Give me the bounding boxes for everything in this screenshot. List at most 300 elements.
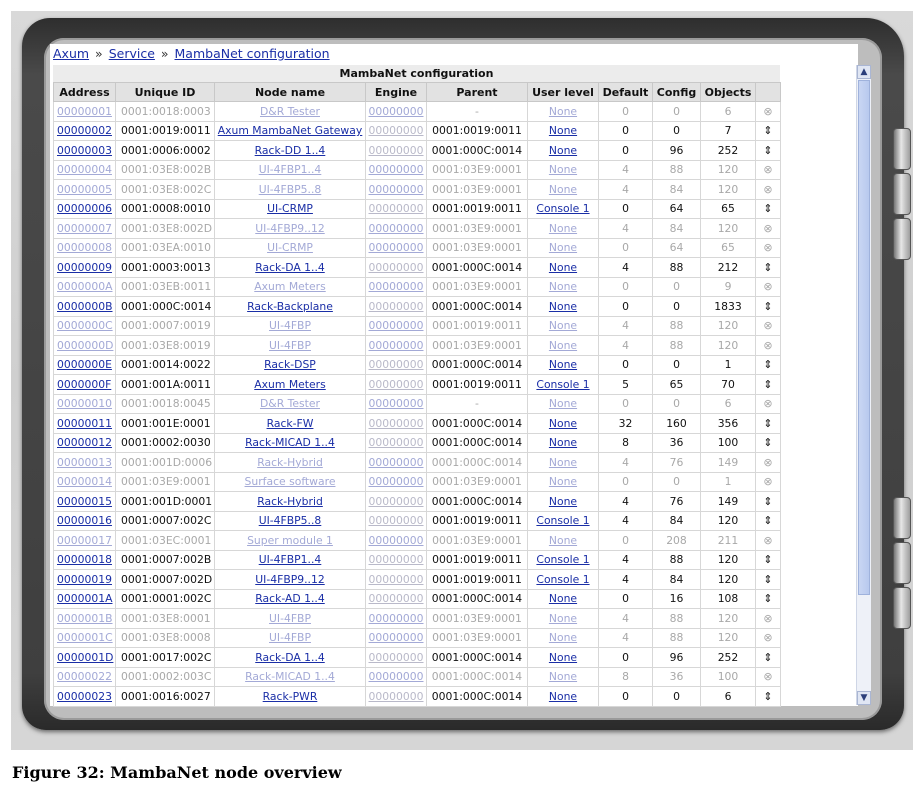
address-link[interactable]: 00000014 bbox=[57, 475, 112, 489]
parent-cell: 0001:03E9:0001 bbox=[427, 238, 528, 258]
move-node-icon[interactable]: ⇕ bbox=[756, 511, 781, 531]
address-link[interactable]: 00000008 bbox=[57, 241, 112, 255]
default-count-cell: 4 bbox=[599, 316, 653, 336]
engine-link[interactable]: 00000000 bbox=[368, 143, 424, 157]
default-count-cell: 0 bbox=[599, 141, 653, 161]
default-count-cell: 4 bbox=[599, 180, 653, 200]
user-level-link[interactable]: None bbox=[548, 124, 578, 138]
user-level-link[interactable]: None bbox=[548, 260, 578, 274]
address-cell bbox=[54, 589, 116, 609]
address-cell bbox=[54, 531, 116, 551]
default-count-cell: 0 bbox=[599, 589, 653, 609]
default-count-cell: 0 bbox=[599, 277, 653, 297]
user-level-link[interactable]: None bbox=[548, 319, 578, 333]
config-count-cell: 16 bbox=[653, 589, 701, 609]
remove-node-icon[interactable]: ⊗ bbox=[756, 316, 781, 336]
user-level-cell bbox=[528, 414, 599, 434]
unique-id-cell: 0001:0007:002C bbox=[116, 511, 215, 531]
address-link[interactable]: 00000004 bbox=[57, 163, 112, 177]
table-row bbox=[54, 102, 781, 122]
engine-cell bbox=[366, 531, 427, 551]
engine-cell bbox=[366, 511, 427, 531]
remove-node-icon[interactable]: ⊗ bbox=[756, 531, 781, 551]
table-row bbox=[54, 316, 781, 336]
address-cell bbox=[54, 336, 116, 356]
address-link[interactable]: 00000005 bbox=[57, 182, 112, 196]
address-link[interactable]: 00000003 bbox=[57, 143, 112, 157]
node-name-link[interactable]: Axum MambaNet Gateway bbox=[217, 124, 363, 138]
engine-link[interactable]: 00000000 bbox=[368, 494, 424, 508]
remove-node-icon[interactable]: ⊗ bbox=[756, 609, 781, 629]
user-level-link[interactable]: None bbox=[548, 650, 578, 664]
table-body bbox=[54, 102, 781, 707]
address-link[interactable]: 00000016 bbox=[57, 514, 112, 528]
unique-id-cell: 0001:03E9:0001 bbox=[116, 472, 215, 492]
address-link[interactable]: 00000022 bbox=[57, 670, 112, 684]
engine-link[interactable]: 00000000 bbox=[368, 631, 424, 645]
address-cell bbox=[54, 219, 116, 239]
engine-link[interactable]: 00000000 bbox=[368, 124, 424, 138]
objects-count-cell: 108 bbox=[701, 589, 756, 609]
engine-link[interactable]: 00000000 bbox=[368, 689, 424, 703]
user-level-cell bbox=[528, 550, 599, 570]
user-level-cell bbox=[528, 238, 599, 258]
remove-node-icon[interactable]: ⊗ bbox=[756, 160, 781, 180]
unique-id-cell: 0001:0018:0003 bbox=[116, 102, 215, 122]
node-name-link[interactable]: Rack-FW bbox=[266, 416, 314, 430]
address-link[interactable]: 00000015 bbox=[57, 494, 112, 508]
address-cell bbox=[54, 453, 116, 473]
engine-link[interactable]: 00000000 bbox=[368, 553, 424, 567]
default-count-cell: 0 bbox=[599, 199, 653, 219]
objects-count-cell: 1833 bbox=[701, 297, 756, 317]
unique-id-cell: 0001:0014:0022 bbox=[116, 355, 215, 375]
address-link[interactable]: 0000001D bbox=[57, 650, 114, 664]
user-level-link[interactable]: None bbox=[548, 455, 578, 469]
user-level-link[interactable]: None bbox=[548, 670, 578, 684]
objects-count-cell: 120 bbox=[701, 336, 756, 356]
parent-cell: 0001:03E9:0001 bbox=[427, 160, 528, 180]
move-node-icon[interactable]: ⇕ bbox=[756, 199, 781, 219]
address-link[interactable]: 0000001C bbox=[57, 631, 113, 645]
parent-cell: 0001:000C:0014 bbox=[427, 355, 528, 375]
node-name-link[interactable]: UI-CRMP bbox=[267, 241, 313, 255]
move-node-icon[interactable]: ⇕ bbox=[756, 414, 781, 434]
config-count-cell: 0 bbox=[653, 121, 701, 141]
unique-id-cell: 0001:0017:002C bbox=[116, 648, 215, 668]
unique-id-cell: 0001:0019:0011 bbox=[116, 121, 215, 141]
user-level-link[interactable]: Console 1 bbox=[536, 572, 590, 586]
parent-cell: 0001:0019:0011 bbox=[427, 199, 528, 219]
objects-count-cell: 252 bbox=[701, 648, 756, 668]
breadcrumb-service[interactable]: Service bbox=[108, 46, 155, 61]
objects-count-cell: 120 bbox=[701, 570, 756, 590]
remove-node-icon[interactable]: ⊗ bbox=[756, 667, 781, 687]
user-level-link[interactable]: None bbox=[548, 358, 578, 372]
address-link[interactable]: 0000000F bbox=[57, 377, 112, 391]
default-count-cell: 0 bbox=[599, 102, 653, 122]
address-link[interactable]: 00000006 bbox=[57, 202, 112, 216]
address-link[interactable]: 00000018 bbox=[57, 553, 112, 567]
engine-link[interactable]: 00000000 bbox=[368, 475, 424, 489]
address-cell bbox=[54, 160, 116, 180]
remove-node-icon[interactable]: ⊗ bbox=[756, 394, 781, 414]
address-link[interactable]: 0000001B bbox=[57, 611, 113, 625]
address-cell bbox=[54, 121, 116, 141]
move-node-icon[interactable]: ⇕ bbox=[756, 589, 781, 609]
user-level-link[interactable]: None bbox=[548, 416, 578, 430]
user-level-cell bbox=[528, 141, 599, 161]
move-node-icon[interactable]: ⇕ bbox=[756, 492, 781, 512]
node-name-link[interactable]: Rack-Backplane bbox=[247, 299, 333, 313]
table-row bbox=[54, 180, 781, 200]
column-header-objects: Objects bbox=[701, 83, 756, 102]
config-count-cell: 65 bbox=[653, 375, 701, 395]
objects-count-cell: 212 bbox=[701, 258, 756, 278]
user-level-link[interactable]: None bbox=[548, 494, 578, 508]
engine-link[interactable]: 00000000 bbox=[368, 572, 424, 586]
user-level-link[interactable]: None bbox=[548, 299, 578, 313]
engine-link[interactable]: 00000000 bbox=[368, 260, 424, 274]
scrollbar-thumb[interactable] bbox=[858, 80, 870, 595]
node-name-link[interactable]: UI-4FBP9..12 bbox=[255, 572, 325, 586]
node-name-cell bbox=[215, 687, 366, 707]
table-row bbox=[54, 414, 781, 434]
default-count-cell: 0 bbox=[599, 121, 653, 141]
engine-cell bbox=[366, 667, 427, 687]
engine-cell bbox=[366, 648, 427, 668]
chevron-up-icon[interactable]: ▲ bbox=[857, 65, 871, 79]
breadcrumb-axum[interactable]: Axum bbox=[53, 46, 90, 61]
user-level-cell bbox=[528, 160, 599, 180]
address-link[interactable]: 00000011 bbox=[57, 416, 112, 430]
node-name-link[interactable]: Rack-MICAD 1..4 bbox=[245, 436, 335, 450]
engine-cell bbox=[366, 375, 427, 395]
user-level-cell bbox=[528, 589, 599, 609]
user-level-link[interactable]: Console 1 bbox=[536, 514, 590, 528]
engine-link[interactable]: 00000000 bbox=[368, 650, 424, 664]
engine-link[interactable]: 00000000 bbox=[368, 163, 424, 177]
table-row bbox=[54, 394, 781, 414]
engine-link[interactable]: 00000000 bbox=[368, 241, 424, 255]
address-cell bbox=[54, 375, 116, 395]
engine-link[interactable]: 00000000 bbox=[368, 104, 424, 118]
address-cell bbox=[54, 472, 116, 492]
engine-link[interactable]: 00000000 bbox=[368, 397, 424, 411]
user-level-cell bbox=[528, 277, 599, 297]
breadcrumb-mambanet-configuration[interactable]: MambaNet configuration bbox=[174, 46, 330, 61]
user-level-link[interactable]: None bbox=[548, 592, 578, 606]
node-name-link[interactable]: D&R Tester bbox=[259, 397, 320, 411]
table-row bbox=[54, 355, 781, 375]
engine-link[interactable]: 00000000 bbox=[368, 611, 424, 625]
user-level-link[interactable]: None bbox=[548, 182, 578, 196]
engine-cell bbox=[366, 628, 427, 648]
engine-link[interactable]: 00000000 bbox=[368, 514, 424, 528]
engine-link[interactable]: 00000000 bbox=[368, 182, 424, 196]
objects-count-cell: 70 bbox=[701, 375, 756, 395]
remove-node-icon[interactable]: ⊗ bbox=[756, 628, 781, 648]
default-count-cell: 0 bbox=[599, 355, 653, 375]
node-name-link[interactable]: UI-4FBP1..4 bbox=[258, 163, 322, 177]
parent-cell: 0001:000C:0014 bbox=[427, 297, 528, 317]
node-name-link[interactable]: UI-4FBP bbox=[269, 319, 311, 333]
address-link[interactable]: 0000000A bbox=[57, 280, 113, 294]
address-link[interactable]: 0000000B bbox=[57, 299, 113, 313]
chevron-down-icon[interactable]: ▼ bbox=[857, 691, 871, 705]
user-level-link[interactable]: Console 1 bbox=[536, 202, 590, 216]
address-link[interactable]: 0000001A bbox=[57, 592, 113, 606]
config-count-cell: 36 bbox=[653, 433, 701, 453]
move-node-icon[interactable]: ⇕ bbox=[756, 121, 781, 141]
node-name-link[interactable]: UI-4FBP bbox=[269, 338, 311, 352]
unique-id-cell: 0001:03E8:0001 bbox=[116, 609, 215, 629]
node-name-link[interactable]: Rack-DA 1..4 bbox=[255, 260, 325, 274]
engine-cell bbox=[366, 141, 427, 161]
table-row bbox=[54, 589, 781, 609]
objects-count-cell: 6 bbox=[701, 687, 756, 707]
move-node-icon[interactable]: ⇕ bbox=[756, 433, 781, 453]
parent-cell: 0001:03E9:0001 bbox=[427, 219, 528, 239]
user-level-cell bbox=[528, 511, 599, 531]
engine-cell bbox=[366, 414, 427, 434]
user-level-link[interactable]: None bbox=[548, 221, 578, 235]
node-name-link[interactable]: Rack-PWR bbox=[262, 689, 318, 703]
node-name-link[interactable]: Axum Meters bbox=[254, 377, 326, 391]
node-name-cell bbox=[215, 102, 366, 122]
frame-hinge bbox=[893, 128, 911, 170]
default-count-cell: 8 bbox=[599, 433, 653, 453]
engine-link[interactable]: 00000000 bbox=[368, 280, 424, 294]
unique-id-cell: 0001:0018:0045 bbox=[116, 394, 215, 414]
address-link[interactable]: 0000000E bbox=[57, 358, 112, 372]
address-link[interactable]: 00000007 bbox=[57, 221, 112, 235]
user-level-link[interactable]: None bbox=[548, 163, 578, 177]
move-node-icon[interactable]: ⇕ bbox=[756, 297, 781, 317]
table-row bbox=[54, 531, 781, 551]
objects-count-cell: 1 bbox=[701, 355, 756, 375]
user-level-link[interactable]: None bbox=[548, 631, 578, 645]
move-node-icon[interactable]: ⇕ bbox=[756, 375, 781, 395]
config-count-cell: 84 bbox=[653, 570, 701, 590]
user-level-link[interactable]: None bbox=[548, 689, 578, 703]
node-name-cell bbox=[215, 531, 366, 551]
engine-link[interactable]: 00000000 bbox=[368, 416, 424, 430]
address-cell bbox=[54, 297, 116, 317]
remove-node-icon[interactable]: ⊗ bbox=[756, 453, 781, 473]
node-name-link[interactable]: UI-CRMP bbox=[267, 202, 313, 216]
objects-count-cell: 120 bbox=[701, 511, 756, 531]
parent-cell: 0001:0019:0011 bbox=[427, 511, 528, 531]
move-node-icon[interactable]: ⇕ bbox=[756, 570, 781, 590]
remove-node-icon[interactable]: ⊗ bbox=[756, 180, 781, 200]
address-link[interactable]: 00000017 bbox=[57, 533, 112, 547]
user-level-link[interactable]: None bbox=[548, 397, 578, 411]
address-link[interactable]: 00000012 bbox=[57, 436, 112, 450]
node-name-link[interactable]: Rack-DD 1..4 bbox=[254, 143, 326, 157]
address-link[interactable]: 00000002 bbox=[57, 124, 112, 138]
user-level-cell bbox=[528, 258, 599, 278]
engine-link[interactable]: 00000000 bbox=[368, 592, 424, 606]
node-name-link[interactable]: UI-4FBP5..8 bbox=[258, 182, 322, 196]
address-link[interactable]: 00000023 bbox=[57, 689, 112, 703]
engine-link[interactable]: 00000000 bbox=[368, 358, 424, 372]
node-name-cell bbox=[215, 355, 366, 375]
parent-cell: 0001:0019:0011 bbox=[427, 550, 528, 570]
config-count-cell: 84 bbox=[653, 180, 701, 200]
table-row bbox=[54, 160, 781, 180]
default-count-cell: 0 bbox=[599, 687, 653, 707]
unique-id-cell: 0001:03EC:0001 bbox=[116, 531, 215, 551]
user-level-cell bbox=[528, 628, 599, 648]
address-cell bbox=[54, 277, 116, 297]
default-count-cell: 8 bbox=[599, 667, 653, 687]
engine-link[interactable]: 00000000 bbox=[368, 299, 424, 313]
move-node-icon[interactable]: ⇕ bbox=[756, 355, 781, 375]
engine-cell bbox=[366, 180, 427, 200]
node-name-link[interactable]: Rack-AD 1..4 bbox=[255, 592, 325, 606]
objects-count-cell: 149 bbox=[701, 453, 756, 473]
address-cell bbox=[54, 628, 116, 648]
objects-count-cell: 7 bbox=[701, 121, 756, 141]
user-level-cell bbox=[528, 648, 599, 668]
engine-cell bbox=[366, 219, 427, 239]
engine-link[interactable]: 00000000 bbox=[368, 338, 424, 352]
user-level-link[interactable]: None bbox=[548, 104, 578, 118]
engine-link[interactable]: 00000000 bbox=[368, 202, 424, 216]
default-count-cell: 4 bbox=[599, 550, 653, 570]
engine-cell bbox=[366, 687, 427, 707]
address-cell bbox=[54, 550, 116, 570]
user-level-cell bbox=[528, 433, 599, 453]
user-level-link[interactable]: None bbox=[548, 338, 578, 352]
address-link[interactable]: 0000000D bbox=[57, 338, 114, 352]
breadcrumb-separator: » bbox=[160, 46, 169, 61]
user-level-link[interactable]: None bbox=[548, 143, 578, 157]
node-name-link[interactable]: UI-4FBP bbox=[269, 611, 311, 625]
node-name-link[interactable]: Rack-Hybrid bbox=[257, 455, 323, 469]
remove-node-icon[interactable]: ⊗ bbox=[756, 219, 781, 239]
node-name-cell bbox=[215, 667, 366, 687]
frame-hinge bbox=[893, 218, 911, 260]
parent-cell: 0001:000C:0014 bbox=[427, 589, 528, 609]
engine-link[interactable]: 00000000 bbox=[368, 455, 424, 469]
objects-count-cell: 120 bbox=[701, 609, 756, 629]
move-node-icon[interactable]: ⇕ bbox=[756, 550, 781, 570]
config-count-cell: 76 bbox=[653, 453, 701, 473]
node-name-link[interactable]: Surface software bbox=[244, 475, 336, 489]
config-count-cell: 88 bbox=[653, 628, 701, 648]
move-node-icon[interactable]: ⇕ bbox=[756, 687, 781, 707]
vertical-scrollbar[interactable] bbox=[856, 65, 871, 705]
default-count-cell: 0 bbox=[599, 394, 653, 414]
engine-link[interactable]: 00000000 bbox=[368, 670, 424, 684]
user-level-link[interactable]: None bbox=[548, 475, 578, 489]
node-name-link[interactable]: Rack-DA 1..4 bbox=[255, 650, 325, 664]
config-count-cell: 64 bbox=[653, 238, 701, 258]
engine-link[interactable]: 00000000 bbox=[368, 377, 424, 391]
address-link[interactable]: 00000009 bbox=[57, 260, 112, 274]
default-count-cell: 4 bbox=[599, 219, 653, 239]
config-count-cell: 160 bbox=[653, 414, 701, 434]
remove-node-icon[interactable]: ⊗ bbox=[756, 102, 781, 122]
engine-link[interactable]: 00000000 bbox=[368, 533, 424, 547]
node-name-link[interactable]: UI-4FBP9..12 bbox=[255, 221, 325, 235]
user-level-link[interactable]: Console 1 bbox=[536, 553, 590, 567]
address-cell bbox=[54, 667, 116, 687]
remove-node-icon[interactable]: ⊗ bbox=[756, 472, 781, 492]
node-name-link[interactable]: Super module 1 bbox=[247, 533, 333, 547]
user-level-link[interactable]: None bbox=[548, 611, 578, 625]
unique-id-cell: 0001:03E8:002C bbox=[116, 180, 215, 200]
table-row bbox=[54, 492, 781, 512]
address-link[interactable]: 0000000C bbox=[57, 319, 113, 333]
address-link[interactable]: 00000010 bbox=[57, 397, 112, 411]
objects-count-cell: 149 bbox=[701, 492, 756, 512]
node-name-link[interactable]: Rack-DSP bbox=[264, 358, 316, 372]
move-node-icon[interactable]: ⇕ bbox=[756, 258, 781, 278]
default-count-cell: 0 bbox=[599, 531, 653, 551]
table-row bbox=[54, 433, 781, 453]
remove-node-icon[interactable]: ⊗ bbox=[756, 336, 781, 356]
node-name-cell bbox=[215, 277, 366, 297]
engine-link[interactable]: 00000000 bbox=[368, 319, 424, 333]
address-cell bbox=[54, 199, 116, 219]
user-level-cell bbox=[528, 102, 599, 122]
move-node-icon[interactable]: ⇕ bbox=[756, 648, 781, 668]
user-level-cell bbox=[528, 375, 599, 395]
engine-cell bbox=[366, 472, 427, 492]
node-name-link[interactable]: UI-4FBP bbox=[269, 631, 311, 645]
user-level-link[interactable]: None bbox=[548, 280, 578, 294]
address-link[interactable]: 00000001 bbox=[57, 104, 112, 118]
user-level-link[interactable]: None bbox=[548, 533, 578, 547]
address-link[interactable]: 00000019 bbox=[57, 572, 112, 586]
move-node-icon[interactable]: ⇕ bbox=[756, 141, 781, 161]
engine-link[interactable]: 00000000 bbox=[368, 436, 424, 450]
node-name-link[interactable]: Axum Meters bbox=[254, 280, 326, 294]
node-name-link[interactable]: Rack-MICAD 1..4 bbox=[245, 670, 335, 684]
remove-node-icon[interactable]: ⊗ bbox=[756, 238, 781, 258]
node-name-link[interactable]: UI-4FBP5..8 bbox=[258, 514, 322, 528]
remove-node-icon[interactable]: ⊗ bbox=[756, 277, 781, 297]
objects-count-cell: 120 bbox=[701, 219, 756, 239]
column-header-unique-id: Unique ID bbox=[116, 83, 215, 102]
unique-id-cell: 0001:0002:003C bbox=[116, 667, 215, 687]
user-level-link[interactable]: Console 1 bbox=[536, 377, 590, 391]
engine-cell bbox=[366, 609, 427, 629]
address-cell bbox=[54, 648, 116, 668]
user-level-link[interactable]: None bbox=[548, 241, 578, 255]
address-cell bbox=[54, 238, 116, 258]
parent-cell: 0001:0019:0011 bbox=[427, 316, 528, 336]
node-name-link[interactable]: Rack-Hybrid bbox=[257, 494, 323, 508]
engine-link[interactable]: 00000000 bbox=[368, 221, 424, 235]
unique-id-cell: 0001:0006:0002 bbox=[116, 141, 215, 161]
table-header-row bbox=[54, 83, 781, 102]
node-name-link[interactable]: D&R Tester bbox=[259, 104, 320, 118]
table-row bbox=[54, 628, 781, 648]
unique-id-cell: 0001:001D:0006 bbox=[116, 453, 215, 473]
address-link[interactable]: 00000013 bbox=[57, 455, 112, 469]
user-level-cell bbox=[528, 492, 599, 512]
node-name-link[interactable]: UI-4FBP1..4 bbox=[258, 553, 322, 567]
address-cell bbox=[54, 609, 116, 629]
node-name-cell bbox=[215, 550, 366, 570]
user-level-link[interactable]: None bbox=[548, 436, 578, 450]
engine-cell bbox=[366, 433, 427, 453]
config-count-cell: 88 bbox=[653, 336, 701, 356]
